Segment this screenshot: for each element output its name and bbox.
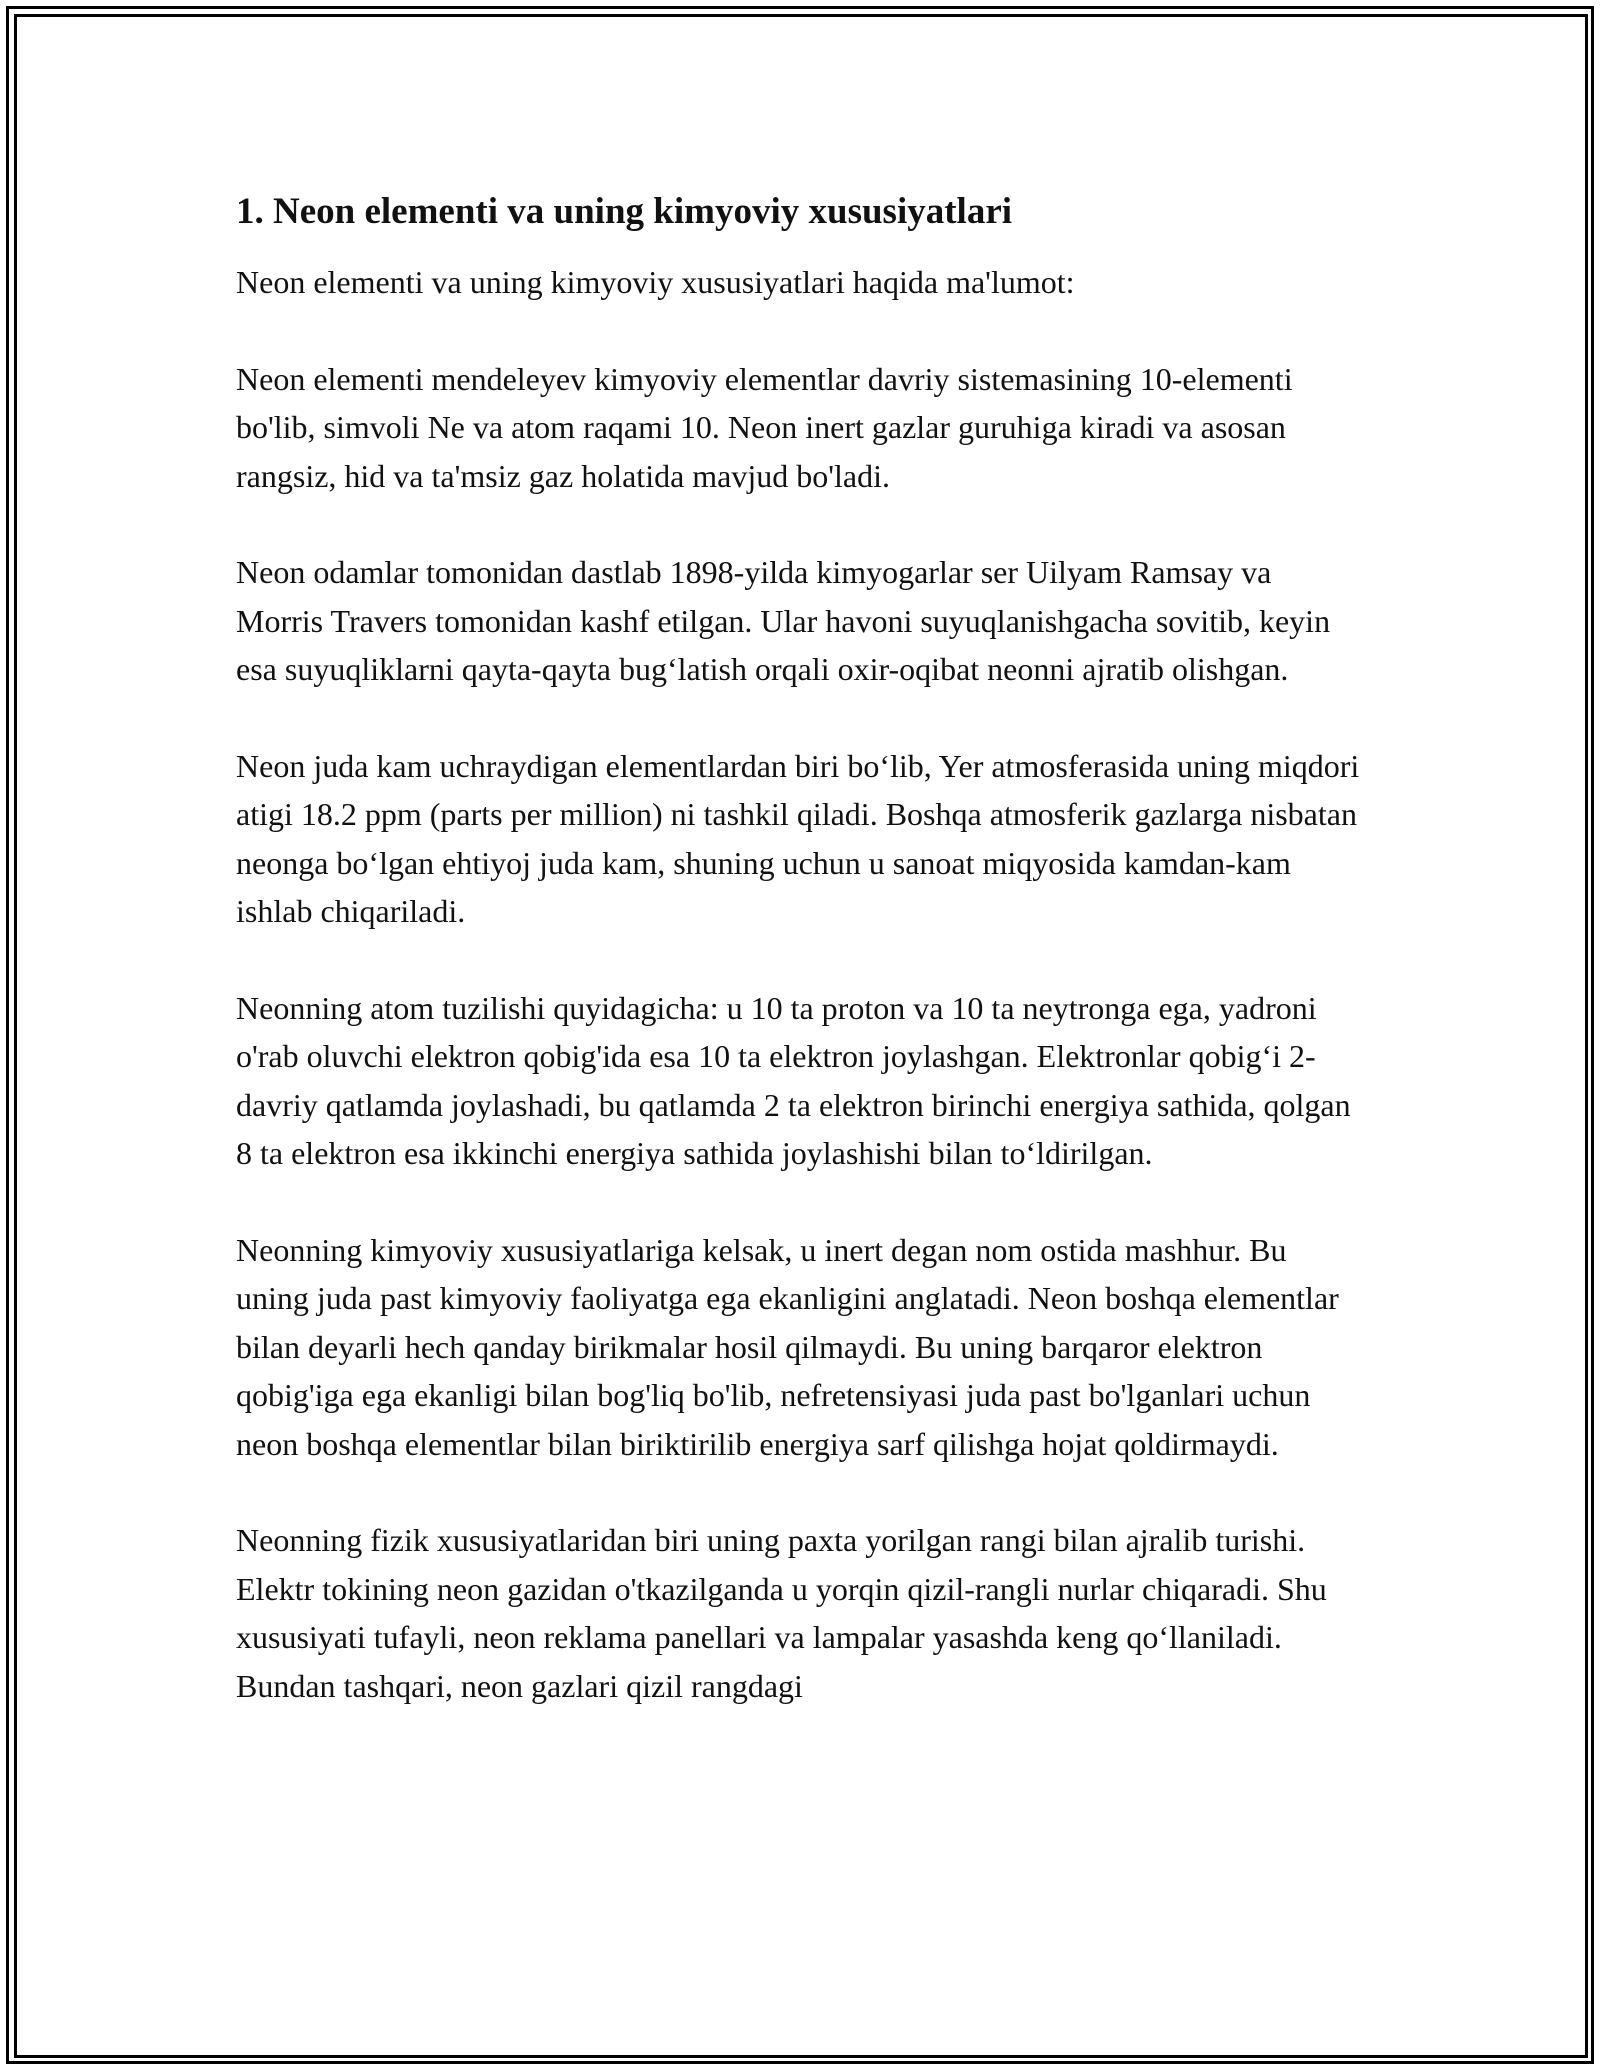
- paragraph-physical-properties: Neonning fizik xususiyatlaridan biri uning paxta yorilgan rangi bilan ajralib turishi. Elektr tokining neon gazidan o'tkazilganda u yorqin qizil-rangli nurlar chiqaradi. Shu xususiyati tufayli, neon reklama panellari va lampalar yasashda keng qo‘llaniladi. Bundan tashqari, neon gazlari qizil rangdagi: [236, 1522, 1327, 1704]
- document-heading: 1. Neon elementi va uning kimyoviy xususiyatlari: [236, 191, 1013, 232]
- paragraph-element-overview: Neon elementi mendeleyev kimyoviy elementlar davriy sistemasining 10-elementi bo'lib, simvoli Ne va atom raqami 10. Neon inert gazlar guruhiga kiradi va asosan rangsiz, hid va ta'msiz gaz holatida mavjud bo'ladi.: [236, 360, 1293, 494]
- document-body: [236, 186, 1366, 1758]
- intro-paragraph: Neon elementi va uning kimyoviy xususiyatlari haqida ma'lumot:: [236, 264, 1075, 300]
- paragraph-discovery: Neon odamlar tomonidan dastlab 1898-yilda kimyogarlar ser Uilyam Ramsay va Morris Travers tomonidan kashf etilgan. Ular havoni suyuqlanishgacha sovitib, keyin esa suyuqliklarni qayta-qayta bug‘latish orqali oxir-oqibat neonni ajratib olishgan.: [236, 554, 1331, 688]
- paragraph-atomic-structure: Neonning atom tuzilishi quyidagicha: u 10 ta proton va 10 ta neytronga ega, yadroni o'rab oluvchi elektron qobig'ida esa 10 ta elektron joylashgan. Elektronlar qobig‘i 2-davriy qatlamda joylashadi, bu qatlamda 2 ta elektron birinchi energiya sathida, qolgan 8 ta elektron esa ikkinchi energiya sathida joylashishi bilan to‘ldirilgan.: [236, 990, 1351, 1172]
- paragraph-abundance: Neon juda kam uchraydigan elementlardan biri bo‘lib, Yer atmosferasida uning miqdori atigi 18.2 ppm (parts per million) ni tashkil qiladi. Boshqa atmosferik gazlarga nisbatan neonga bo‘lgan ehtiyoj juda kam, shuning uchun u sanoat miqyosida kamdan-kam ishlab chiqariladi.: [236, 748, 1360, 930]
- paragraph-chemical-properties: Neonning kimyoviy xususiyatlariga kelsak, u inert degan nom ostida mashhur. Bu uning juda past kimyoviy faoliyatga ega ekanligini anglatadi. Neon boshqa elementlar bilan deyarli hech qanday birikmalar hosil qilmaydi. Bu uning barqaror elektron qobig'iga ega ekanligi bilan bog'liq bo'lib, nefretensiyasi juda past bo'lganlari uchun neon boshqa elementlar bilan biriktirilib energiya sarf qilishga hojat qoldirmaydi.: [236, 1232, 1339, 1462]
